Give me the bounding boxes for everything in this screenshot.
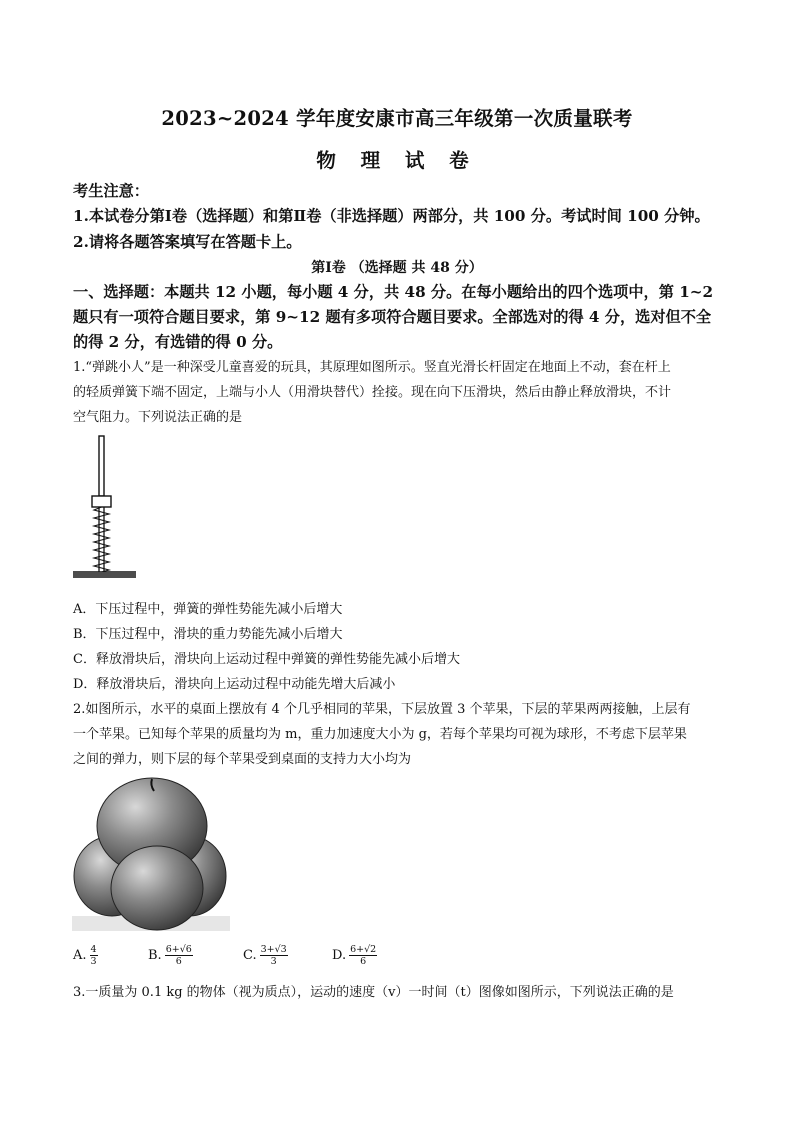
- fraction: [260, 944, 288, 967]
- q2-option-d-label: D.: [332, 948, 347, 963]
- q2-option-a-denominator: 3: [90, 956, 97, 967]
- q3-stem-line-1: 3.一质量为 0.1 kg 的物体（视为质点），运动的速度（v）一时间（t）图像如图所示，下列说法正确的是: [73, 985, 674, 1000]
- q2-option-b-label: B.: [148, 948, 162, 963]
- q1-stem-line-2: 的轻质弹簧下端不固定，上端与小人（用滑块替代）拴接。现在向下压滑块，然后由静止释放滑块，不计: [73, 385, 672, 400]
- q1-stem-line-3: 空气阻力。下列说法正确的是: [73, 410, 243, 425]
- q2-option-c-denominator: 3: [270, 956, 277, 967]
- fraction: [90, 944, 98, 967]
- apple-bottom-front: [111, 846, 203, 930]
- ground: [73, 572, 136, 578]
- q1-option-c: C．释放滑块后，滑块向上运动过程中弹簧的弹性势能先减小后增大: [73, 652, 460, 667]
- notice-heading: 考生注意：: [73, 182, 149, 200]
- vertical-rod: [99, 436, 104, 496]
- section-instruction-3: 的得 2 分，有选错的得 0 分。: [73, 333, 283, 351]
- q2-stem-line-1: 2.如图所示，水平的桌面上摆放有 4 个几乎相同的苹果，下层放置 3 个苹果，下层的苹果两两接触，上层有: [73, 702, 691, 717]
- q2-option-b-denominator: 6: [175, 956, 182, 967]
- q2-option-c-label: C.: [243, 948, 257, 963]
- fraction: [349, 944, 377, 967]
- apples-photo: [72, 776, 230, 931]
- slider-block: [92, 496, 111, 507]
- q1-option-b: B．下压过程中，滑块的重力势能先减小后增大: [73, 627, 343, 642]
- spring-coil: [94, 507, 109, 572]
- fraction: [165, 944, 193, 967]
- q1-option-a: A．下压过程中，弹簧的弹性势能先减小后增大: [73, 602, 343, 617]
- section-instruction-2: 题只有一项符合题目要求，第 9~12 题有多项符合题目要求。全部选对的得 4 分，选对但不全: [73, 308, 712, 326]
- spring-toy-figure: [70, 434, 140, 584]
- q1-option-d: D．释放滑块后，滑块向上运动过程中动能先增大后减小: [73, 677, 396, 692]
- q2-option-d-denominator: 6: [360, 956, 367, 967]
- section-title: 第Ⅰ卷 （选择题 共 48 分）: [311, 260, 483, 276]
- notice-item-1: 1.本试卷分第Ⅰ卷（选择题）和第Ⅱ卷（非选择题）两部分，共 100 分。考试时间 100 分钟。: [73, 207, 710, 225]
- q2-option-c: [243, 944, 288, 967]
- q2-option-b: [148, 944, 193, 967]
- exam-subtitle: 物 理 试 卷: [316, 149, 478, 172]
- q2-option-a-numerator: 4: [90, 944, 97, 955]
- q1-stem-line-1: 1.“弹跳小人”是一种深受儿童喜爱的玩具，其原理如图所示。竖直光滑长杆固定在地面上不动，套在杆上: [73, 360, 671, 375]
- q2-stem-line-2: 一个苹果。已知每个苹果的质量均为 m，重力加速度大小为 g，若每个苹果均可视为球形，不考虑下层苹果: [73, 727, 687, 742]
- q2-option-d: [332, 944, 377, 967]
- q2-option-a-label: A.: [73, 948, 87, 963]
- section-instruction-1: 一、选择题：本题共 12 小题，每小题 4 分，共 48 分。在每小题给出的四个选项中，第 1~2: [73, 283, 714, 301]
- q2-option-b-numerator: 6+√6: [165, 944, 192, 955]
- notice-item-2: 2.请将各题答案填写在答题卡上。: [73, 233, 302, 251]
- q2-option-d-numerator: 6+√2: [350, 944, 377, 955]
- q2-option-a: [73, 944, 98, 967]
- q2-stem-line-3: 之间的弹力，则下层的每个苹果受到桌面的支持力大小均为: [73, 752, 412, 767]
- exam-title: 2023~2024 学年度安康市高三年级第一次质量联考: [161, 107, 633, 130]
- q2-option-c-numerator: 3+√3: [260, 944, 287, 955]
